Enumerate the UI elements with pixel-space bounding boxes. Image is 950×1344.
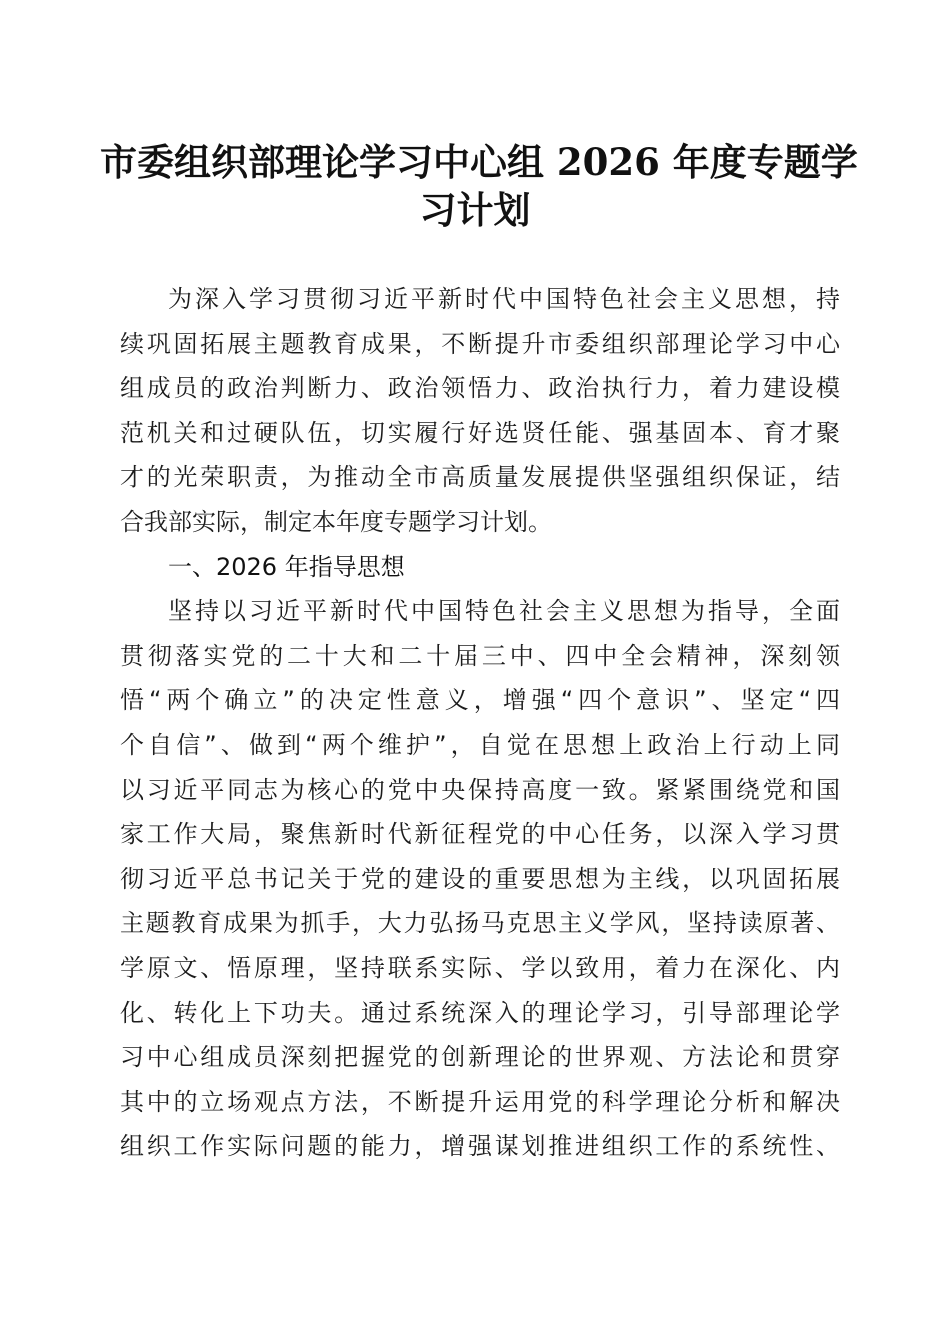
document-title — [100, 138, 858, 234]
intro-line-2: 续巩固拓展主题教育成果，不断提升市委组织部理论学习中心 — [120, 329, 840, 358]
intro-line-4: 范机关和过硬队伍，切实履行好选贤任能、强基固本、育才聚 — [120, 418, 840, 447]
title-line-2: 习计划 — [419, 188, 531, 232]
section-line-5: 以习近平同志为核心的党中央保持高度一致。紧紧围绕党和国 — [120, 775, 840, 804]
section-line-11: 习中心组成员深刻把握党的创新理论的世界观、方法论和贯穿 — [120, 1043, 840, 1072]
section-line-12: 其中的立场观点方法，不断提升运用党的科学理论分析和解决 — [120, 1087, 840, 1116]
document-body — [120, 277, 840, 1169]
intro-line-6: 合我部实际，制定本年度专题学习计划。 — [120, 507, 552, 536]
section-line-6: 家工作大局，聚焦新时代新征程党的中心任务，以深入学习贯 — [120, 820, 840, 849]
section-line-13: 组织工作实际问题的能力，增强谋划推进组织工作的系统性、 — [120, 1132, 840, 1161]
intro-line-3: 组成员的政治判断力、政治领悟力、政治执行力，着力建设模 — [120, 374, 840, 403]
section-line-7: 彻习近平总书记关于党的建设的重要思想为主线，以巩固拓展 — [120, 864, 840, 893]
section-line-1: 坚持以习近平新时代中国特色社会主义思想为指导，全面 — [168, 597, 840, 626]
section-line-10: 化、转化上下功夫。通过系统深入的理论学习，引导部理论学 — [120, 998, 840, 1027]
section-line-2: 贯彻落实党的二十大和二十届三中、四中全会精神，深刻领 — [120, 641, 840, 670]
intro-line-5: 才的光荣职责，为推动全市高质量发展提供坚强组织保证，结 — [120, 463, 840, 492]
title-line-1: 市委组织部理论学习中心组 2026 年度专题学 — [100, 140, 858, 184]
section-line-3: 悟“两个确立”的决定性意义，增强“四个意识”、坚定“四 — [120, 686, 840, 715]
section-line-8: 主题教育成果为抓手，大力弘扬马克思主义学风，坚持读原著、 — [120, 909, 840, 938]
section-line-4: 个自信”、做到“两个维护”，自觉在思想上政治上行动上同 — [120, 730, 840, 759]
section-line-9: 学原文、悟原理，坚持联系实际、学以致用，着力在深化、内 — [120, 953, 840, 982]
intro-line-1: 为深入学习贯彻习近平新时代中国特色社会主义思想，持 — [168, 285, 840, 313]
section-heading: 一、2026 年指导思想 — [168, 552, 405, 581]
